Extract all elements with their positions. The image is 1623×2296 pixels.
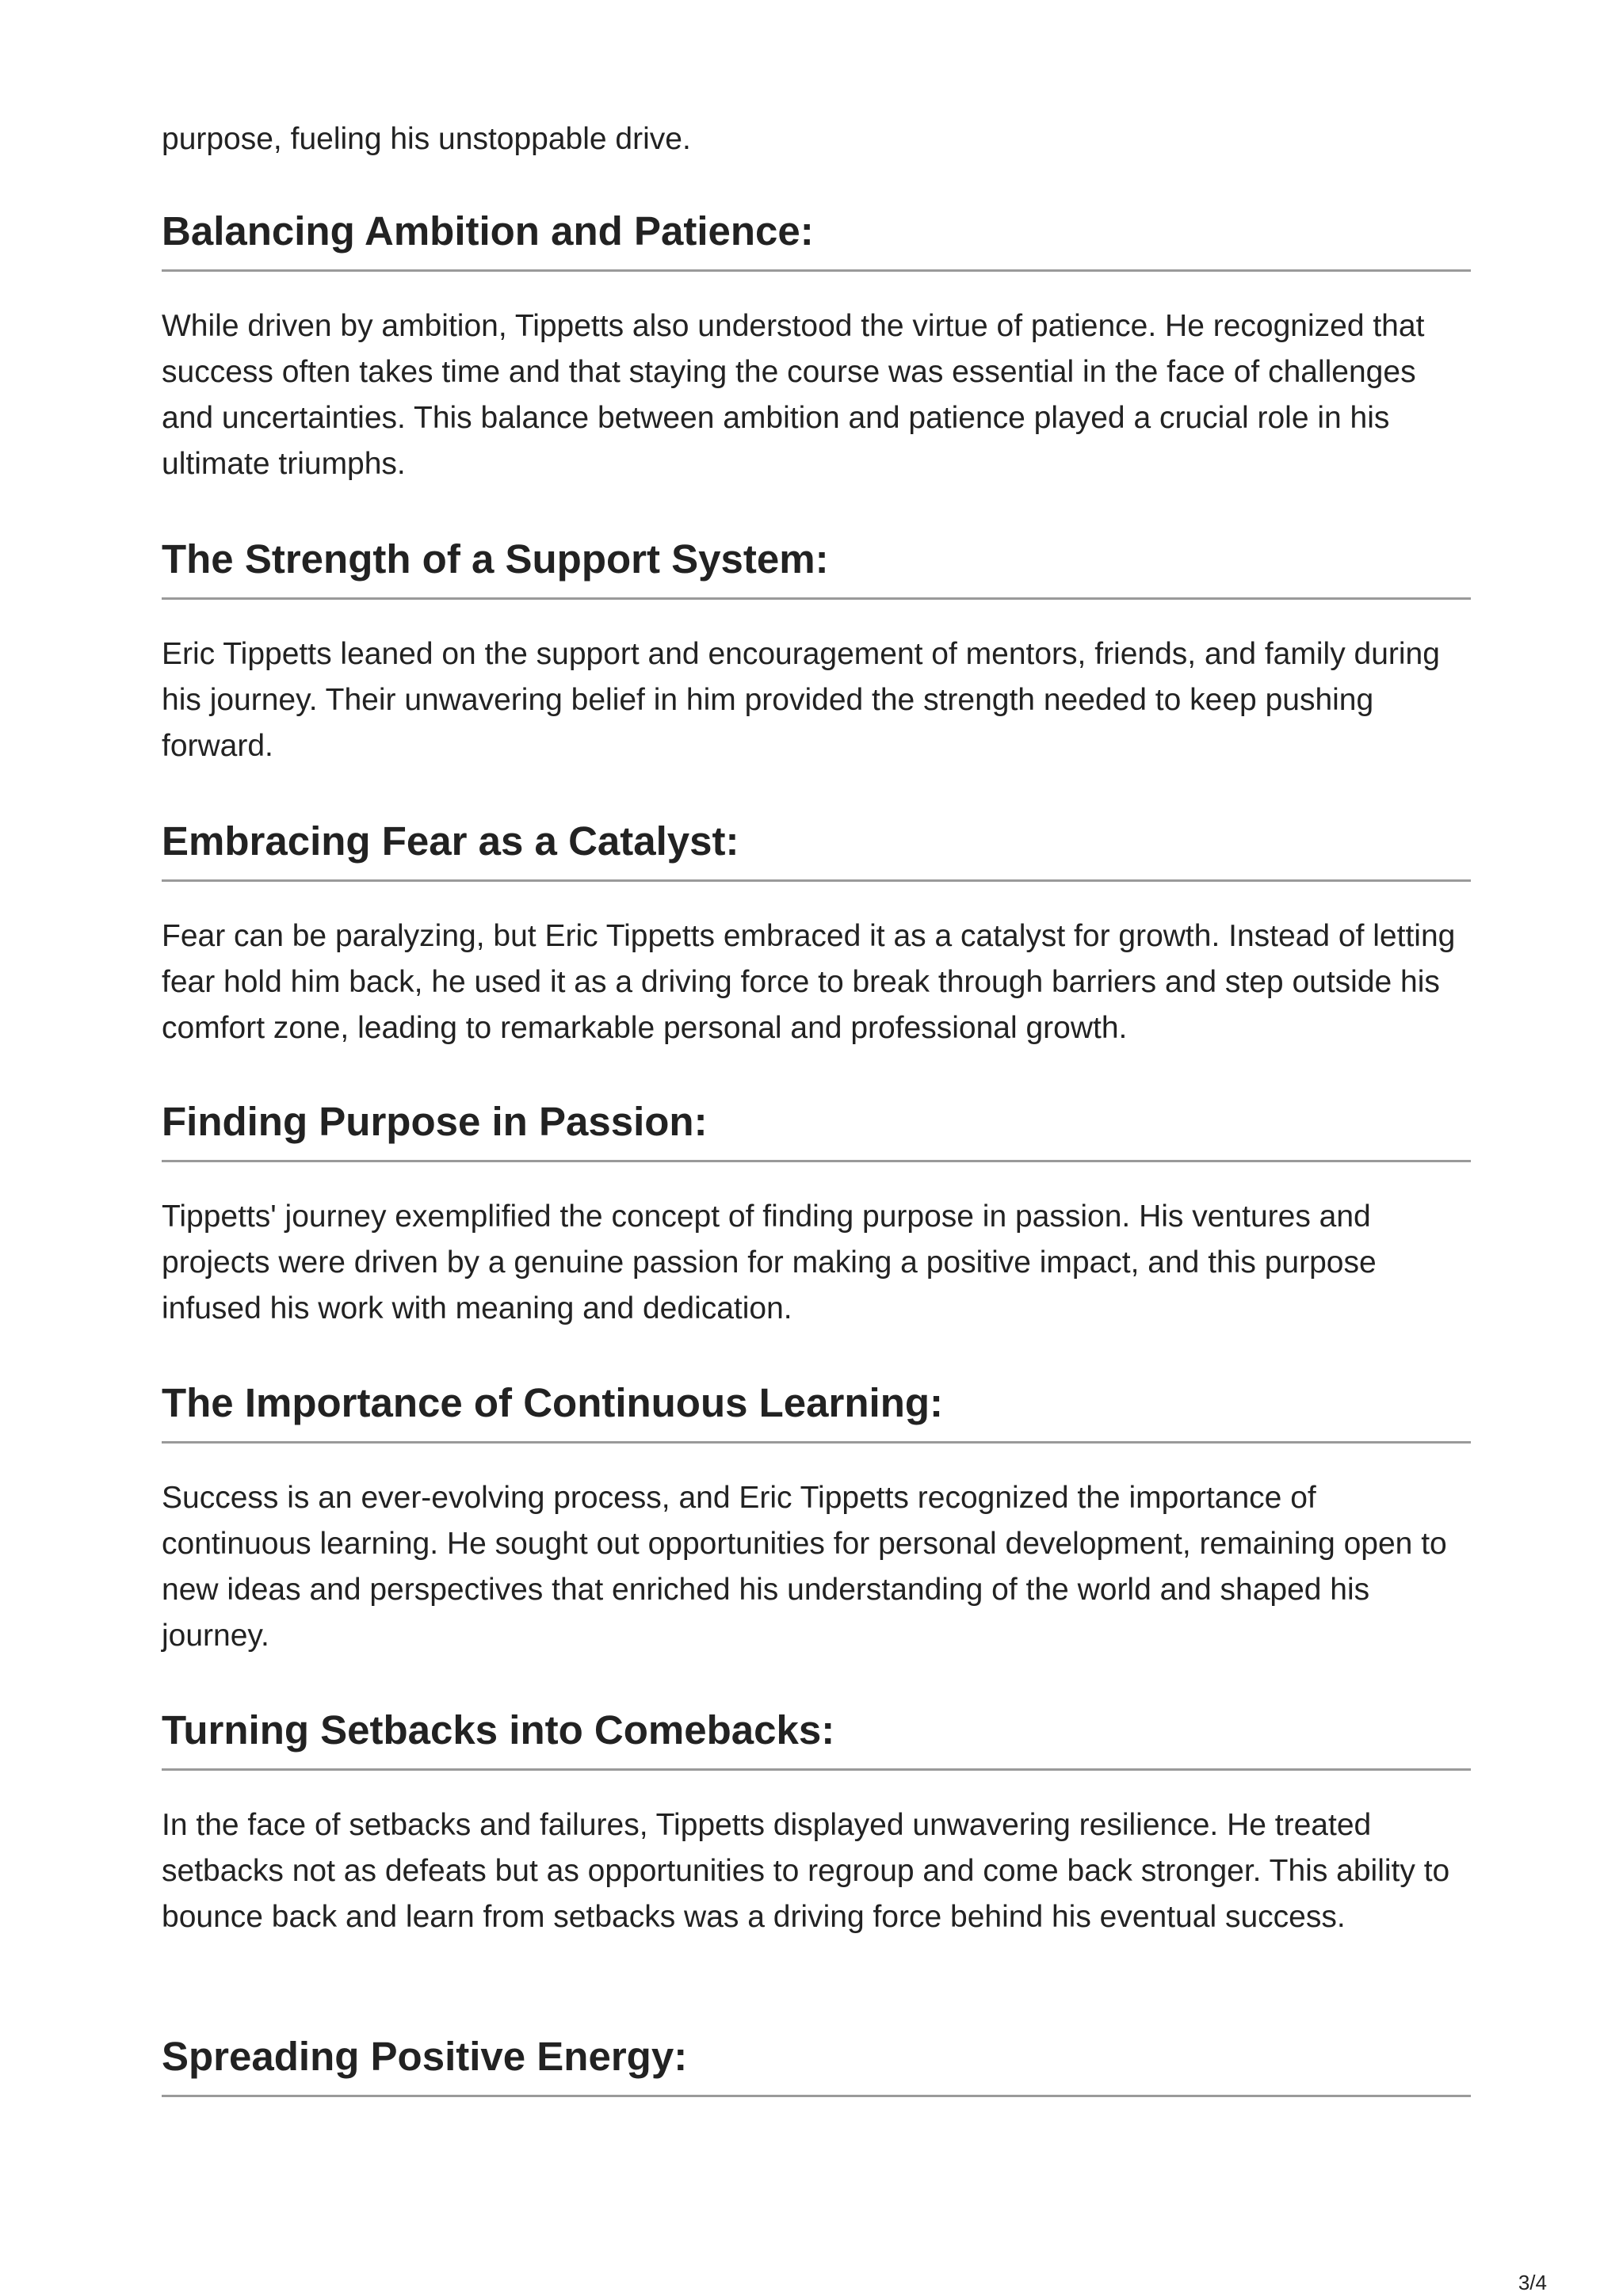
section-body: Success is an ever-evolving process, and Eric Tippetts recognized the importance of continuous learning. He sought out opportunities for personal development, remaining open to new ideas and perspectives that enriched his understanding of the world and shaped his journey.	[162, 1481, 1447, 1653]
section-balancing-ambition	[162, 208, 1471, 487]
section-continuous-learning	[162, 1379, 1471, 1659]
section-support-system	[162, 536, 1471, 769]
section-positive-energy	[162, 2033, 1471, 2097]
page-number: 3/4	[1518, 2271, 1547, 2294]
section-setbacks-comebacks	[162, 1707, 1471, 1940]
heading-divider	[162, 1160, 1471, 1162]
section-heading: Finding Purpose in Passion:	[162, 1099, 708, 1144]
section-purpose-in-passion	[162, 1098, 1471, 1332]
heading-divider	[162, 269, 1471, 272]
section-body: Tippetts' journey exemplified the concept of finding purpose in passion. His ventures and projects were driven by a genuine passion for making a positive impact, and this purpose infused his work with meaning and dedication.	[162, 1199, 1377, 1325]
section-heading: Spreading Positive Energy:	[162, 2034, 688, 2079]
heading-divider	[162, 597, 1471, 600]
section-heading: Embracing Fear as a Catalyst:	[162, 818, 739, 864]
section-embracing-fear	[162, 818, 1471, 1051]
heading-divider	[162, 879, 1471, 882]
section-heading: Turning Setbacks into Comebacks:	[162, 1707, 835, 1753]
section-body: In the face of setbacks and failures, Tippetts displayed unwavering resilience. He treated setbacks not as defeats but as opportunities to regroup and come back stronger. This ability to bounce back and learn from setbacks was a driving force behind his eventual success.	[162, 1808, 1450, 1934]
heading-divider	[162, 1768, 1471, 1771]
section-body: Eric Tippetts leaned on the support and encouragement of mentors, friends, and family during his journey. Their unwavering belief in him provided the strength needed to keep pushing forward.	[162, 637, 1440, 763]
heading-divider	[162, 2095, 1471, 2097]
heading-divider	[162, 1441, 1471, 1444]
section-heading: The Importance of Continuous Learning:	[162, 1380, 943, 1425]
section-heading: The Strength of a Support System:	[162, 536, 829, 582]
intro-paragraph: purpose, fueling his unstoppable drive.	[162, 122, 691, 156]
section-body: Fear can be paralyzing, but Eric Tippetts embraced it as a catalyst for growth. Instead of letting fear hold him back, he used it as a driving force to break through barriers and step outside his comfort zone, leading to remarkable personal and professional growth.	[162, 919, 1456, 1045]
section-body: While driven by ambition, Tippetts also understood the virtue of patience. He recognized that success often takes time and that staying the course was essential in the face of challenges and uncertainties. This balance between ambition and patience played a crucial role in his ultimate triumphs.	[162, 309, 1425, 481]
section-heading: Balancing Ambition and Patience:	[162, 208, 814, 254]
